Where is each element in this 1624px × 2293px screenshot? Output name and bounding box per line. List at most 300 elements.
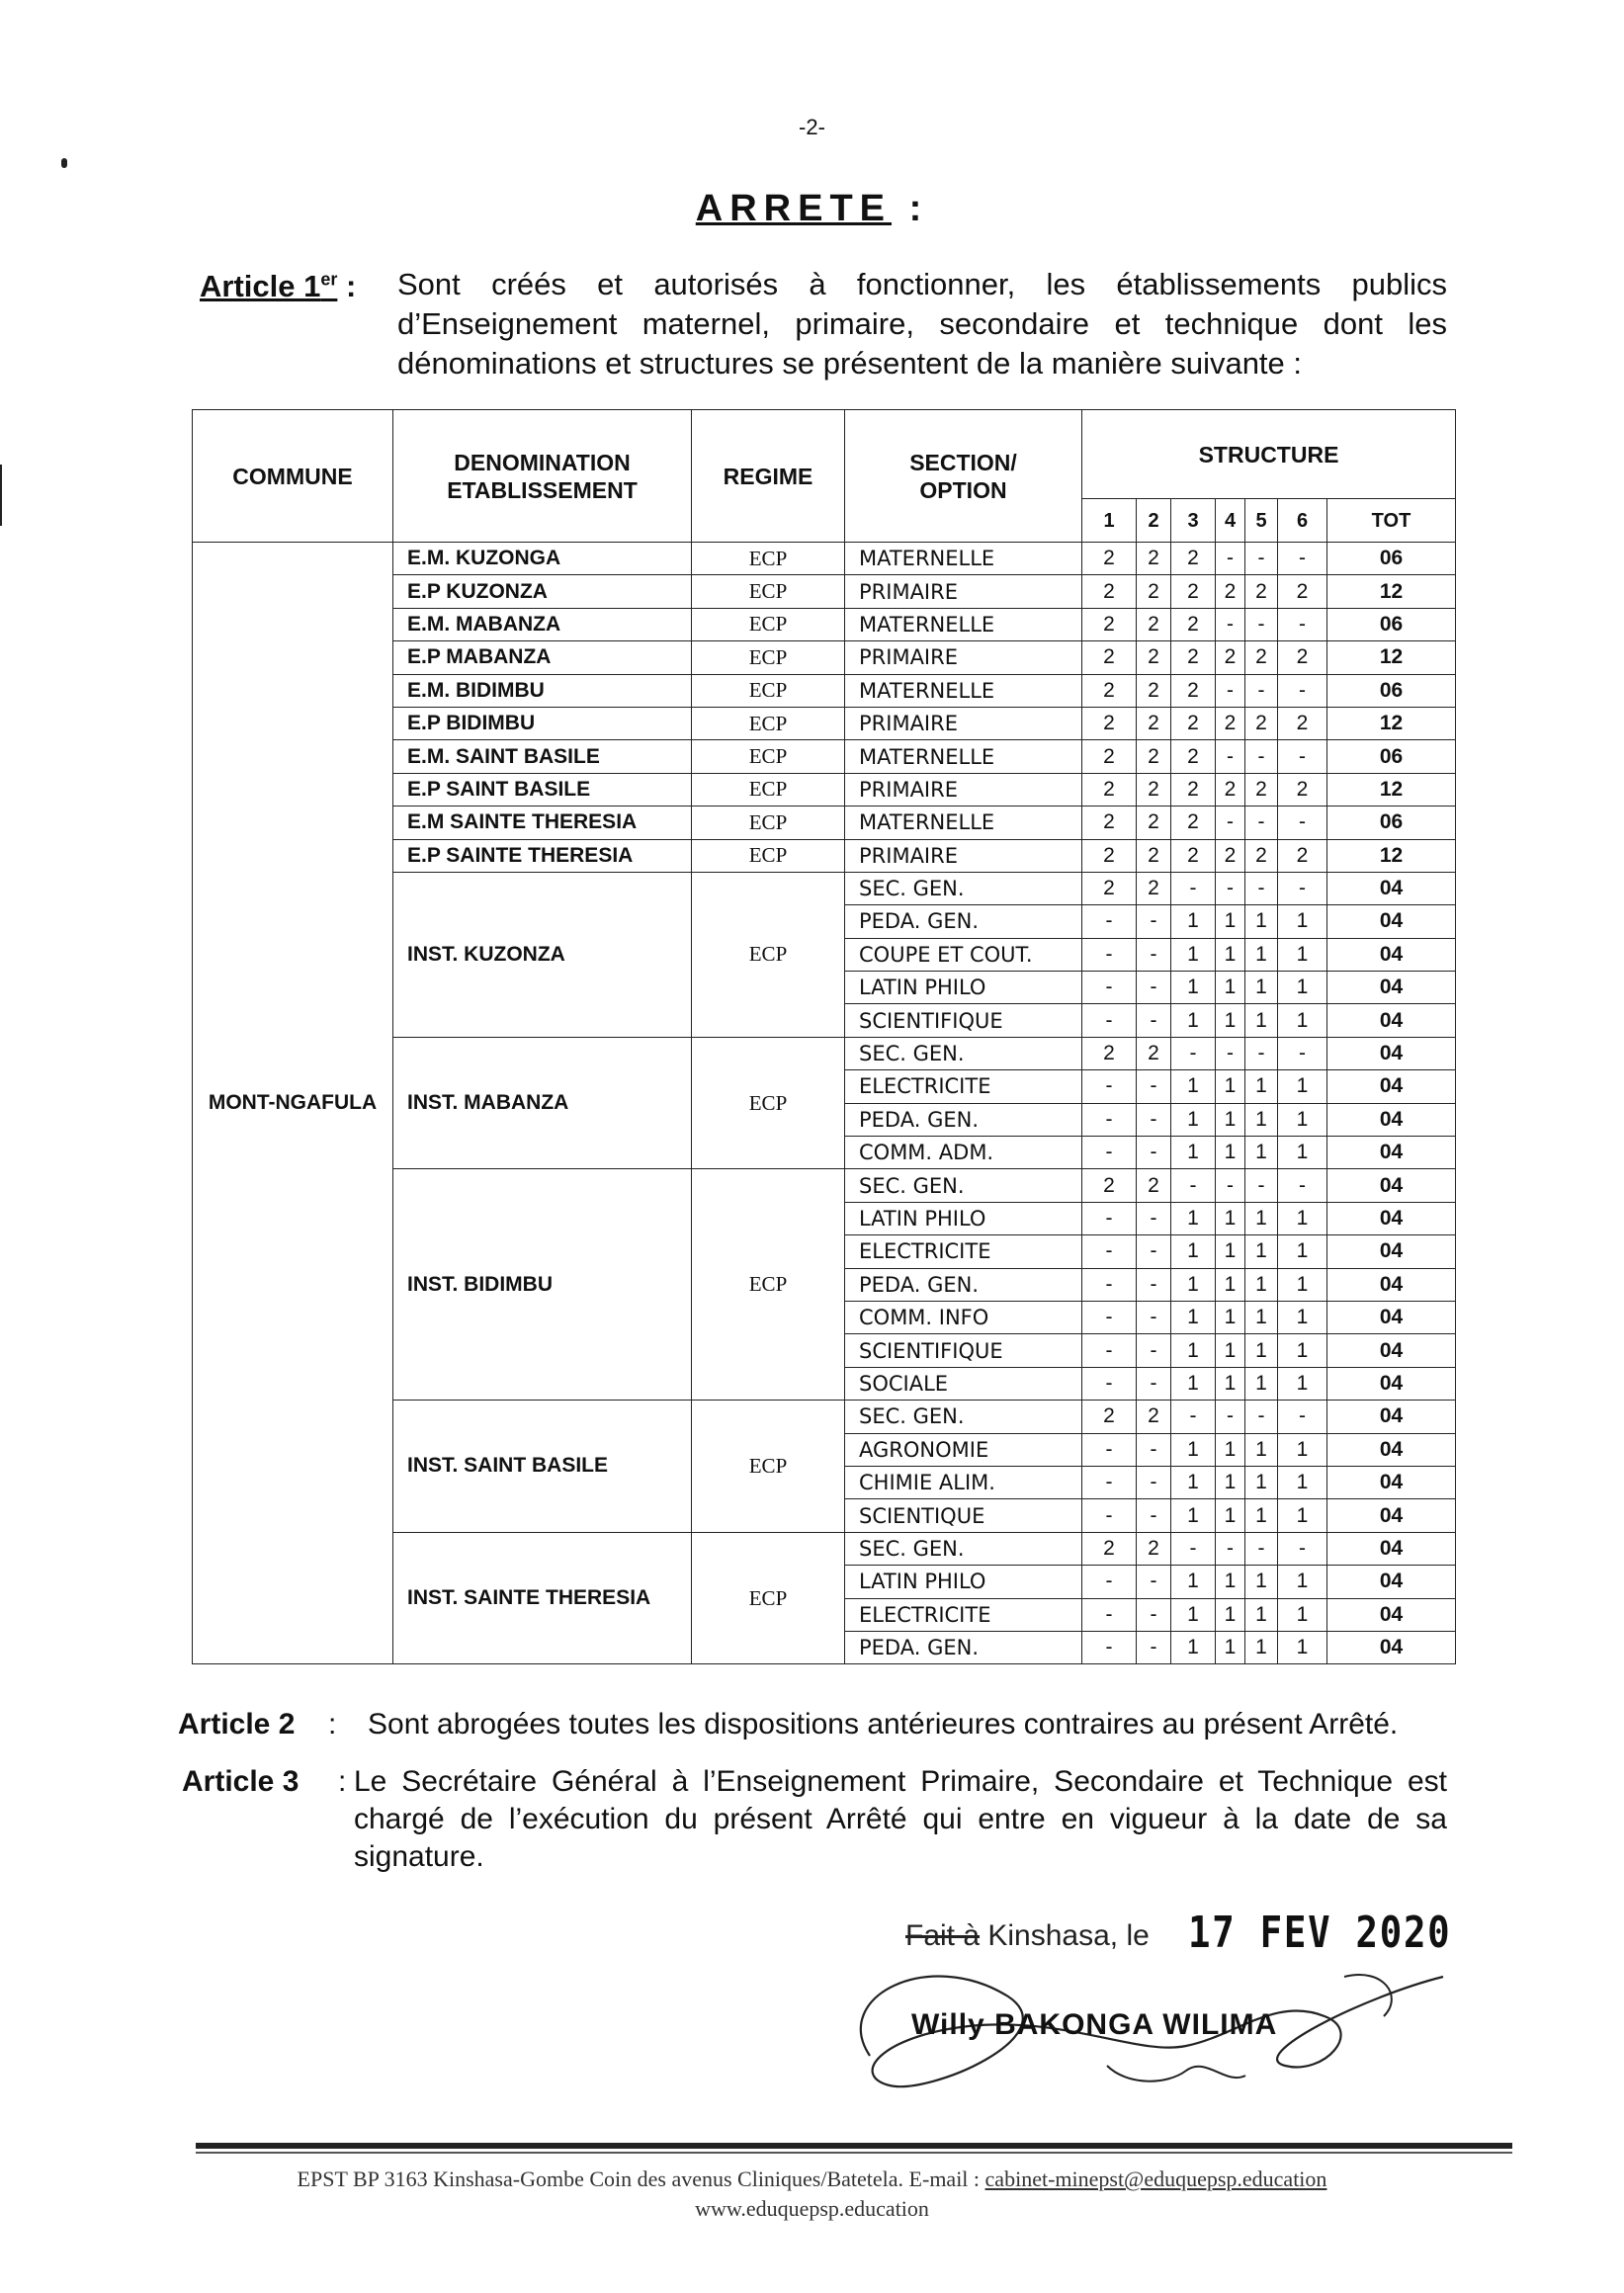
- level-cell: -: [1137, 938, 1171, 971]
- level-cell: 2: [1137, 872, 1171, 904]
- institute-name: INST. KUZONZA: [393, 872, 692, 1037]
- section-cell: LATIN PHILO: [845, 1202, 1082, 1234]
- level-cell: 1: [1278, 905, 1327, 938]
- school-name: E.P SAINTE THERESIA: [393, 839, 692, 872]
- regime-cell: ECP: [692, 1037, 845, 1169]
- level-cell: 2: [1171, 608, 1216, 640]
- level-cell: -: [1137, 972, 1171, 1004]
- level-cell: -: [1278, 872, 1327, 904]
- level-cell: -: [1278, 1169, 1327, 1202]
- level-cell: 1: [1171, 1631, 1216, 1663]
- level-cell: 2: [1278, 641, 1327, 674]
- place-name: Kinshasa, le: [987, 1919, 1150, 1952]
- decree-title-colon: :: [908, 188, 929, 229]
- level-cell: -: [1082, 1466, 1137, 1498]
- level-cell: -: [1082, 1202, 1137, 1234]
- total-cell: 04: [1327, 1566, 1456, 1598]
- header-denomination: DENOMINATION ETABLISSEMENT: [393, 410, 692, 543]
- level-cell: 1: [1216, 905, 1245, 938]
- margin-bar: [0, 465, 2, 526]
- level-cell: 2: [1082, 674, 1137, 707]
- place-prefix: Fait à: [905, 1919, 981, 1952]
- header-level-6: 6: [1278, 499, 1327, 543]
- level-cell: 1: [1245, 1566, 1278, 1598]
- article3-label: Article 3: [182, 1765, 299, 1798]
- level-cell: 2: [1137, 807, 1171, 839]
- level-cell: -: [1082, 1334, 1137, 1367]
- structure-table: [192, 409, 1456, 1664]
- level-cell: 1: [1278, 1202, 1327, 1234]
- article2-colon: :: [328, 1708, 337, 1741]
- level-cell: 2: [1216, 707, 1245, 739]
- level-cell: -: [1245, 1532, 1278, 1565]
- school-name: E.P MABANZA: [393, 641, 692, 674]
- article1-label-sup: er: [320, 269, 338, 290]
- total-cell: 04: [1327, 1631, 1456, 1663]
- level-cell: -: [1278, 1037, 1327, 1069]
- total-cell: 04: [1327, 1268, 1456, 1301]
- level-cell: 1: [1245, 1103, 1278, 1136]
- footer-address: [0, 2166, 1624, 2192]
- section-cell: SEC. GEN.: [845, 1401, 1082, 1433]
- level-cell: 1: [1278, 1598, 1327, 1631]
- level-cell: 2: [1137, 641, 1171, 674]
- section-cell: PRIMAIRE: [845, 641, 1082, 674]
- header-level-4: 4: [1216, 499, 1245, 543]
- article2-text: Sont abrogées toutes les dispositions antérieures contraires au présent Arrêté.: [368, 1708, 1399, 1741]
- regime-cell: ECP: [692, 740, 845, 773]
- section-cell: SOCIALE: [845, 1367, 1082, 1400]
- article1-label-main: Article 1: [200, 269, 321, 303]
- footer-rule-thin: [196, 2152, 1512, 2154]
- level-cell: -: [1216, 740, 1245, 773]
- level-cell: 1: [1245, 905, 1278, 938]
- school-name: E.P SAINT BASILE: [393, 773, 692, 806]
- section-cell: PEDA. GEN.: [845, 1268, 1082, 1301]
- level-cell: 2: [1137, 839, 1171, 872]
- level-cell: 1: [1278, 1004, 1327, 1037]
- section-cell: MATERNELLE: [845, 740, 1082, 773]
- level-cell: 1: [1171, 905, 1216, 938]
- level-cell: 2: [1082, 543, 1137, 575]
- section-cell: AGRONOMIE: [845, 1433, 1082, 1466]
- level-cell: -: [1245, 872, 1278, 904]
- level-cell: 1: [1278, 1301, 1327, 1333]
- total-cell: 06: [1327, 608, 1456, 640]
- level-cell: 1: [1216, 1137, 1245, 1169]
- regime-cell: ECP: [692, 641, 845, 674]
- regime-cell: ECP: [692, 807, 845, 839]
- level-cell: -: [1216, 872, 1245, 904]
- level-cell: -: [1137, 1235, 1171, 1268]
- section-cell: CHIMIE ALIM.: [845, 1466, 1082, 1498]
- regime-cell: ECP: [692, 608, 845, 640]
- level-cell: 2: [1082, 839, 1137, 872]
- level-cell: 1: [1216, 1301, 1245, 1333]
- level-cell: 1: [1216, 1466, 1245, 1498]
- level-cell: 1: [1216, 1070, 1245, 1103]
- level-cell: 1: [1278, 1433, 1327, 1466]
- total-cell: 12: [1327, 575, 1456, 608]
- footer-address-text: EPST BP 3163 Kinshasa-Gombe Coin des avenus Cliniques/Batetela. E-mail :: [297, 2166, 981, 2191]
- section-cell: COUPE ET COUT.: [845, 938, 1082, 971]
- level-cell: 2: [1245, 773, 1278, 806]
- section-cell: PRIMAIRE: [845, 839, 1082, 872]
- level-cell: 2: [1082, 872, 1137, 904]
- level-cell: 1: [1216, 1566, 1245, 1598]
- level-cell: -: [1137, 1598, 1171, 1631]
- level-cell: -: [1082, 1268, 1137, 1301]
- total-cell: 04: [1327, 1235, 1456, 1268]
- signature-date-stamp: 17 FEV 2020: [1188, 1908, 1452, 1958]
- level-cell: -: [1245, 1401, 1278, 1433]
- level-cell: 1: [1278, 1235, 1327, 1268]
- institute-name: INST. SAINTE THERESIA: [393, 1532, 692, 1664]
- header-section: SECTION/ OPTION: [845, 410, 1082, 543]
- section-cell: ELECTRICITE: [845, 1598, 1082, 1631]
- level-cell: -: [1216, 674, 1245, 707]
- level-cell: 1: [1216, 1334, 1245, 1367]
- level-cell: 1: [1171, 1566, 1216, 1598]
- level-cell: 2: [1137, 575, 1171, 608]
- section-cell: SCIENTIFIQUE: [845, 1004, 1082, 1037]
- total-cell: 04: [1327, 1169, 1456, 1202]
- header-level-2: 2: [1137, 499, 1171, 543]
- total-cell: 06: [1327, 807, 1456, 839]
- total-cell: 12: [1327, 641, 1456, 674]
- regime-cell: ECP: [692, 872, 845, 1037]
- level-cell: 1: [1278, 1499, 1327, 1532]
- article2-label: Article 2: [178, 1708, 296, 1741]
- total-cell: 04: [1327, 1598, 1456, 1631]
- level-cell: 2: [1245, 575, 1278, 608]
- level-cell: 1: [1171, 1334, 1216, 1367]
- level-cell: -: [1245, 740, 1278, 773]
- level-cell: 1: [1216, 938, 1245, 971]
- section-cell: MATERNELLE: [845, 807, 1082, 839]
- level-cell: -: [1137, 1433, 1171, 1466]
- section-cell: SEC. GEN.: [845, 1532, 1082, 1565]
- school-name: E.M. KUZONGA: [393, 543, 692, 575]
- level-cell: -: [1245, 674, 1278, 707]
- level-cell: -: [1278, 674, 1327, 707]
- header-level-5: 5: [1245, 499, 1278, 543]
- level-cell: -: [1245, 608, 1278, 640]
- level-cell: -: [1137, 1466, 1171, 1498]
- level-cell: 1: [1216, 1235, 1245, 1268]
- header-commune: COMMUNE: [193, 410, 393, 543]
- level-cell: -: [1137, 1631, 1171, 1663]
- level-cell: -: [1082, 1598, 1137, 1631]
- level-cell: -: [1216, 1401, 1245, 1433]
- header-total: TOT: [1327, 499, 1456, 543]
- level-cell: 1: [1171, 1004, 1216, 1037]
- level-cell: 2: [1082, 707, 1137, 739]
- school-name: E.M. MABANZA: [393, 608, 692, 640]
- level-cell: 2: [1171, 641, 1216, 674]
- institute-name: INST. BIDIMBU: [393, 1169, 692, 1401]
- level-cell: -: [1137, 1103, 1171, 1136]
- total-cell: 04: [1327, 972, 1456, 1004]
- level-cell: -: [1171, 1532, 1216, 1565]
- level-cell: -: [1171, 872, 1216, 904]
- level-cell: -: [1245, 807, 1278, 839]
- level-cell: -: [1082, 1367, 1137, 1400]
- footer-rule: [196, 2143, 1512, 2149]
- level-cell: -: [1171, 1401, 1216, 1433]
- institute-name: INST. SAINT BASILE: [393, 1401, 692, 1533]
- level-cell: -: [1171, 1169, 1216, 1202]
- school-name: E.M. SAINT BASILE: [393, 740, 692, 773]
- level-cell: 1: [1278, 938, 1327, 971]
- institute-name: INST. MABANZA: [393, 1037, 692, 1169]
- total-cell: 12: [1327, 839, 1456, 872]
- level-cell: 1: [1278, 1103, 1327, 1136]
- article1-label: [200, 269, 356, 304]
- level-cell: 1: [1245, 1301, 1278, 1333]
- section-cell: LATIN PHILO: [845, 1566, 1082, 1598]
- level-cell: 1: [1278, 1334, 1327, 1367]
- level-cell: 2: [1278, 575, 1327, 608]
- level-cell: 2: [1137, 740, 1171, 773]
- regime-cell: ECP: [692, 1169, 845, 1401]
- level-cell: -: [1082, 938, 1137, 971]
- level-cell: 1: [1278, 1367, 1327, 1400]
- level-cell: -: [1245, 543, 1278, 575]
- level-cell: 1: [1245, 1137, 1278, 1169]
- total-cell: 04: [1327, 1070, 1456, 1103]
- total-cell: 04: [1327, 1301, 1456, 1333]
- level-cell: -: [1082, 1301, 1137, 1333]
- level-cell: 2: [1082, 608, 1137, 640]
- level-cell: 1: [1216, 1499, 1245, 1532]
- level-cell: 1: [1171, 1367, 1216, 1400]
- level-cell: 1: [1216, 1268, 1245, 1301]
- level-cell: -: [1278, 1532, 1327, 1565]
- total-cell: 04: [1327, 1202, 1456, 1234]
- signer-name: Willy BAKONGA WILIMA: [911, 2008, 1278, 2041]
- level-cell: -: [1082, 1235, 1137, 1268]
- total-cell: 04: [1327, 1367, 1456, 1400]
- regime-cell: ECP: [692, 707, 845, 739]
- footer-email[interactable]: cabinet-minepst@eduquepsp.education: [984, 2166, 1327, 2191]
- level-cell: 2: [1278, 707, 1327, 739]
- level-cell: 1: [1245, 1268, 1278, 1301]
- section-cell: PRIMAIRE: [845, 773, 1082, 806]
- section-cell: COMM. ADM.: [845, 1137, 1082, 1169]
- section-cell: SCIENTIQUE: [845, 1499, 1082, 1532]
- level-cell: 1: [1216, 1598, 1245, 1631]
- commune-cell: MONT-NGAFULA: [193, 543, 393, 1664]
- level-cell: 2: [1137, 773, 1171, 806]
- level-cell: 1: [1171, 1268, 1216, 1301]
- decree-title: [0, 188, 1624, 230]
- level-cell: 1: [1245, 1334, 1278, 1367]
- level-cell: 2: [1082, 807, 1137, 839]
- level-cell: -: [1137, 1004, 1171, 1037]
- level-cell: 1: [1278, 1268, 1327, 1301]
- level-cell: 2: [1082, 773, 1137, 806]
- level-cell: -: [1245, 1169, 1278, 1202]
- section-cell: SCIENTIFIQUE: [845, 1334, 1082, 1367]
- level-cell: 2: [1137, 707, 1171, 739]
- level-cell: 2: [1082, 641, 1137, 674]
- total-cell: 04: [1327, 872, 1456, 904]
- level-cell: 1: [1245, 1202, 1278, 1234]
- article1-colon: :: [345, 269, 357, 303]
- level-cell: -: [1082, 972, 1137, 1004]
- article1-label-text: [200, 269, 337, 303]
- table-row: [193, 543, 1456, 575]
- total-cell: 04: [1327, 1037, 1456, 1069]
- level-cell: -: [1137, 1566, 1171, 1598]
- level-cell: -: [1216, 1037, 1245, 1069]
- total-cell: 12: [1327, 773, 1456, 806]
- level-cell: 1: [1278, 1137, 1327, 1169]
- footer-website[interactable]: www.eduquepsp.education: [695, 2196, 929, 2221]
- level-cell: -: [1082, 1499, 1137, 1532]
- level-cell: 1: [1216, 1367, 1245, 1400]
- section-cell: PRIMAIRE: [845, 575, 1082, 608]
- section-cell: MATERNELLE: [845, 674, 1082, 707]
- total-cell: 06: [1327, 674, 1456, 707]
- level-cell: 2: [1082, 1037, 1137, 1069]
- level-cell: 2: [1245, 839, 1278, 872]
- section-cell: SEC. GEN.: [845, 1169, 1082, 1202]
- level-cell: 1: [1216, 972, 1245, 1004]
- section-cell: SEC. GEN.: [845, 872, 1082, 904]
- level-cell: 2: [1137, 608, 1171, 640]
- level-cell: -: [1137, 905, 1171, 938]
- section-cell: ELECTRICITE: [845, 1070, 1082, 1103]
- level-cell: 2: [1278, 773, 1327, 806]
- total-cell: 04: [1327, 1004, 1456, 1037]
- level-cell: 1: [1216, 1103, 1245, 1136]
- level-cell: -: [1137, 1137, 1171, 1169]
- level-cell: 1: [1171, 938, 1216, 971]
- level-cell: 2: [1216, 641, 1245, 674]
- regime-cell: ECP: [692, 1532, 845, 1664]
- level-cell: 2: [1082, 1401, 1137, 1433]
- level-cell: -: [1216, 1169, 1245, 1202]
- level-cell: -: [1082, 1566, 1137, 1598]
- total-cell: 04: [1327, 1466, 1456, 1498]
- level-cell: 2: [1171, 575, 1216, 608]
- section-cell: ELECTRICITE: [845, 1235, 1082, 1268]
- header-structure: STRUCTURE: [1082, 410, 1456, 499]
- level-cell: -: [1082, 1137, 1137, 1169]
- level-cell: 2: [1137, 1532, 1171, 1565]
- header-level-3: 3: [1171, 499, 1216, 543]
- level-cell: -: [1137, 1268, 1171, 1301]
- level-cell: 1: [1278, 1566, 1327, 1598]
- level-cell: 2: [1082, 740, 1137, 773]
- level-cell: 2: [1137, 1037, 1171, 1069]
- level-cell: -: [1137, 1301, 1171, 1333]
- level-cell: 1: [1171, 1301, 1216, 1333]
- level-cell: -: [1278, 740, 1327, 773]
- level-cell: 2: [1171, 543, 1216, 575]
- regime-cell: ECP: [692, 839, 845, 872]
- section-cell: COMM. INFO: [845, 1301, 1082, 1333]
- total-cell: 04: [1327, 1401, 1456, 1433]
- level-cell: 2: [1082, 1532, 1137, 1565]
- level-cell: 2: [1137, 1401, 1171, 1433]
- level-cell: -: [1245, 1037, 1278, 1069]
- level-cell: 1: [1278, 972, 1327, 1004]
- decree-title-text: ARRETE: [695, 188, 892, 229]
- level-cell: -: [1278, 543, 1327, 575]
- section-cell: PRIMAIRE: [845, 707, 1082, 739]
- total-cell: 04: [1327, 1137, 1456, 1169]
- level-cell: -: [1216, 608, 1245, 640]
- level-cell: -: [1137, 1367, 1171, 1400]
- section-cell: MATERNELLE: [845, 543, 1082, 575]
- level-cell: 2: [1082, 575, 1137, 608]
- level-cell: -: [1216, 807, 1245, 839]
- level-cell: 1: [1245, 1367, 1278, 1400]
- signature-place: [905, 1919, 1150, 1953]
- level-cell: -: [1137, 1334, 1171, 1367]
- level-cell: -: [1082, 1103, 1137, 1136]
- total-cell: 06: [1327, 543, 1456, 575]
- level-cell: -: [1082, 1433, 1137, 1466]
- regime-cell: ECP: [692, 773, 845, 806]
- article1-text: Sont créés et autorisés à fonctionner, les établissements publics d’Enseignement maternel, primaire, secondaire et technique dont les dénominations et structures se présentent de la manière suivante :: [397, 267, 1447, 381]
- level-cell: 1: [1171, 1598, 1216, 1631]
- level-cell: -: [1278, 807, 1327, 839]
- level-cell: 2: [1216, 839, 1245, 872]
- level-cell: 1: [1245, 1070, 1278, 1103]
- total-cell: 04: [1327, 1532, 1456, 1565]
- total-cell: 04: [1327, 1433, 1456, 1466]
- total-cell: 04: [1327, 1499, 1456, 1532]
- level-cell: 2: [1278, 839, 1327, 872]
- level-cell: 1: [1171, 972, 1216, 1004]
- level-cell: 1: [1171, 1070, 1216, 1103]
- level-cell: 1: [1245, 1433, 1278, 1466]
- level-cell: 1: [1216, 1631, 1245, 1663]
- total-cell: 06: [1327, 740, 1456, 773]
- level-cell: 1: [1171, 1235, 1216, 1268]
- level-cell: -: [1137, 1202, 1171, 1234]
- level-cell: 2: [1245, 641, 1278, 674]
- level-cell: 1: [1245, 1004, 1278, 1037]
- level-cell: 1: [1171, 1137, 1216, 1169]
- total-cell: 04: [1327, 905, 1456, 938]
- level-cell: 1: [1216, 1433, 1245, 1466]
- margin-mark: [61, 158, 67, 168]
- level-cell: 1: [1216, 1004, 1245, 1037]
- article3-colon: :: [338, 1765, 347, 1798]
- header-level-1: 1: [1082, 499, 1137, 543]
- school-name: E.M SAINTE THERESIA: [393, 807, 692, 839]
- level-cell: -: [1171, 1037, 1216, 1069]
- section-cell: LATIN PHILO: [845, 972, 1082, 1004]
- level-cell: 2: [1216, 773, 1245, 806]
- total-cell: 04: [1327, 938, 1456, 971]
- article3-text: Le Secrétaire Général à l’Enseignement Primaire, Secondaire et Technique est chargé de l’exécution du présent Arrêté qui entre en vigueur à la date de sa signature.: [354, 1765, 1447, 1873]
- regime-cell: ECP: [692, 575, 845, 608]
- level-cell: -: [1082, 1004, 1137, 1037]
- level-cell: 1: [1171, 1103, 1216, 1136]
- level-cell: 2: [1137, 674, 1171, 707]
- level-cell: 1: [1171, 1202, 1216, 1234]
- regime-cell: ECP: [692, 543, 845, 575]
- level-cell: -: [1278, 608, 1327, 640]
- total-cell: 12: [1327, 707, 1456, 739]
- level-cell: -: [1216, 1532, 1245, 1565]
